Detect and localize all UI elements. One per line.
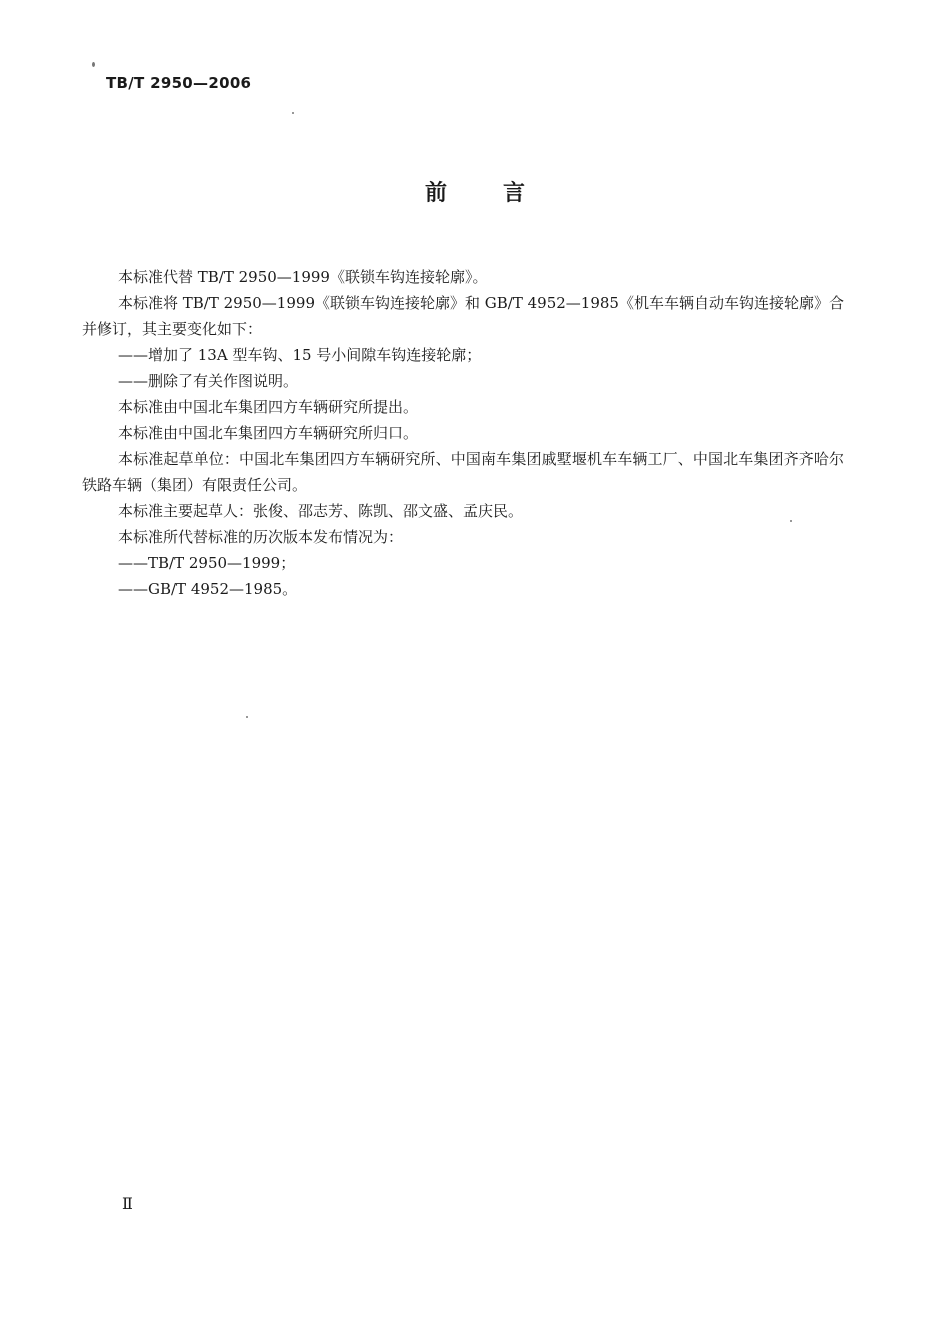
paragraph: 本标准由中国北车集团四方车辆研究所提出。 [118, 398, 419, 416]
paragraph: ——增加了 13A 型车钩、15 号小间隙车钩连接轮廓； [118, 346, 482, 364]
scan-speck [246, 716, 248, 718]
scan-speck [292, 112, 294, 114]
paragraph: 本标准代替 TB/T 2950—1999《联锁车钩连接轮廓》。 [118, 268, 488, 286]
paragraph: 本标准所代替标准的历次版本发布情况为： [118, 528, 404, 546]
paragraph: 本标准主要起草人：张俊、邵志芳、陈凯、邵文盛、孟庆民。 [118, 502, 524, 520]
paragraph: ——删除了有关作图说明。 [118, 372, 299, 390]
scan-speck [790, 520, 792, 522]
paragraph: 本标准将 TB/T 2950—1999《联锁车钩连接轮廓》和 GB/T 4952—1985《机车车辆自动车钩连接轮廓》合并修订，其主要变化如下： [82, 294, 844, 338]
page-number: Ⅱ [122, 1194, 133, 1213]
paragraph: ——GB/T 4952—1985。 [118, 580, 298, 598]
header-standard-code: TB/T 2950—2006 [106, 74, 252, 92]
foreword-body [82, 264, 844, 602]
paragraph: 本标准起草单位：中国北车集团四方车辆研究所、中国南车集团戚墅堰机车车辆工厂、中国北车集团齐齐哈尔铁路车辆（集团）有限责任公司。 [82, 450, 844, 494]
paragraph: 本标准由中国北车集团四方车辆研究所归口。 [118, 424, 419, 442]
scan-speck [92, 62, 95, 67]
paragraph: ——TB/T 2950—1999； [118, 554, 296, 572]
page-title: 前言 [424, 181, 581, 206]
